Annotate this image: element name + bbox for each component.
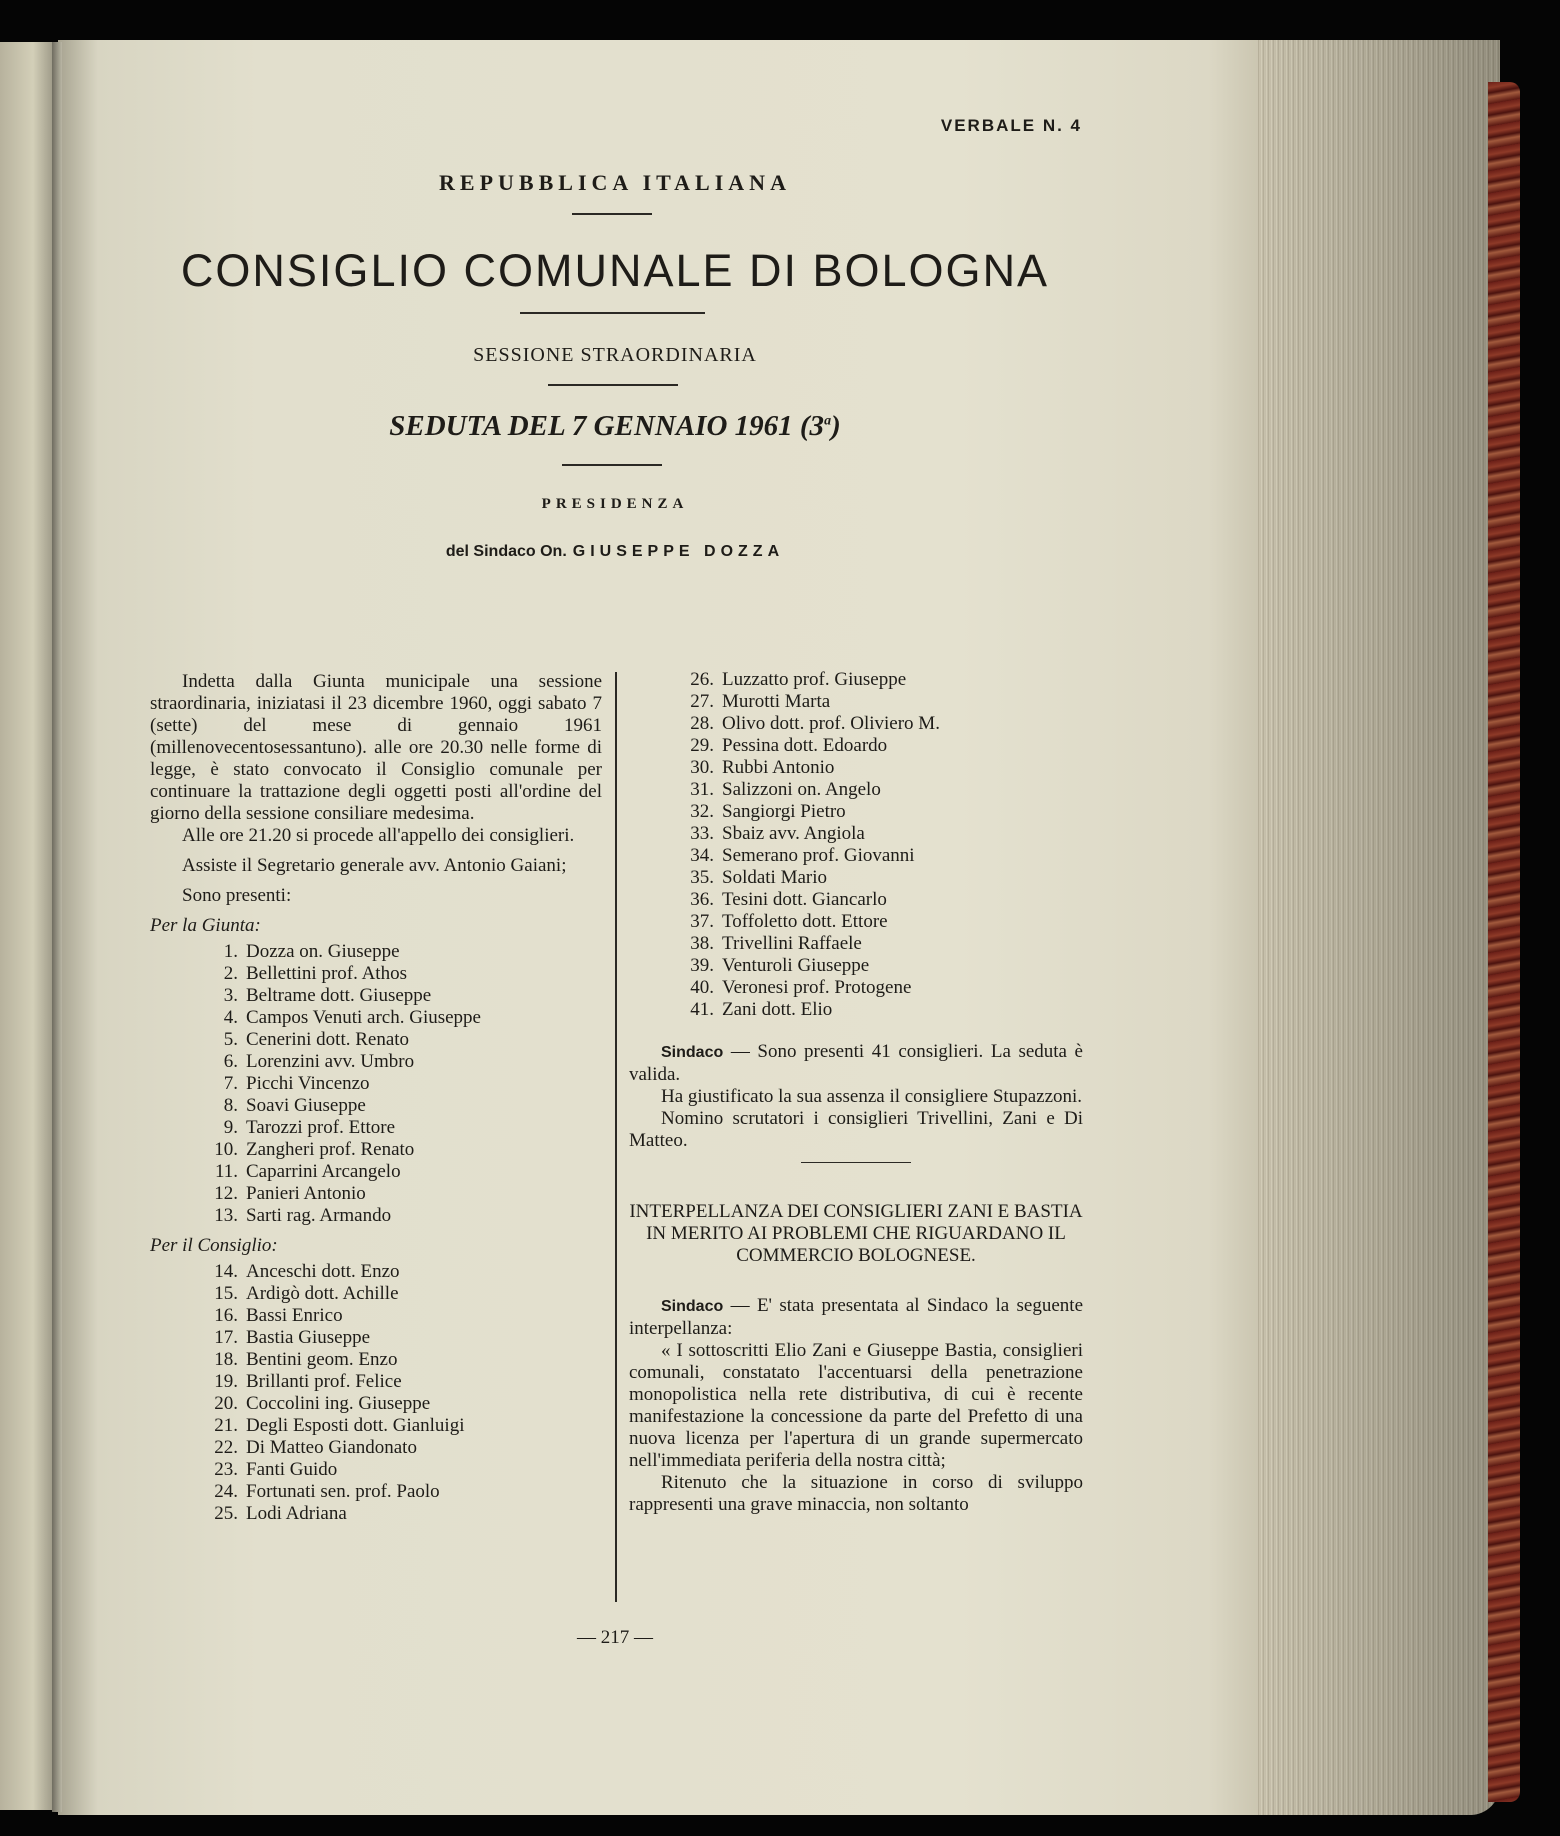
- sindaco-statement: [629, 1041, 1083, 1086]
- assiste-paragraph: Assiste il Segretario generale avv. Antonio Gaiani;: [182, 855, 567, 876]
- list-item-name: Sarti rag. Armando: [246, 1205, 392, 1226]
- list-item: [676, 713, 1083, 735]
- list-item-number: 20.: [214, 1393, 238, 1414]
- list-item-number: 34.: [690, 845, 714, 866]
- list-item: [676, 977, 1083, 999]
- list-item-number: 4.: [223, 1007, 238, 1028]
- left-column: [150, 671, 602, 1525]
- divider-rule: [520, 312, 705, 314]
- list-item: [676, 845, 1083, 867]
- list-item-number: 32.: [690, 801, 714, 822]
- list-item: [676, 779, 1083, 801]
- list-item: [200, 1327, 602, 1349]
- appello-paragraph: Alle ore 21.20 si procede all'appello dei consiglieri.: [182, 825, 575, 846]
- list-item: [200, 941, 602, 963]
- section-rule: [801, 1162, 911, 1163]
- list-item-number: 38.: [690, 933, 714, 954]
- list-item-name: Tarozzi prof. Ettore: [246, 1117, 396, 1138]
- list-item: [200, 1503, 602, 1525]
- consiglio-label: Per il Consiglio:: [150, 1235, 278, 1256]
- list-item-number: 21.: [214, 1415, 238, 1436]
- list-item-number: 28.: [690, 713, 714, 734]
- list-item: [676, 999, 1083, 1021]
- list-item: [676, 757, 1083, 779]
- list-item-name: Beltrame dott. Giuseppe: [246, 985, 432, 1006]
- list-item-number: 37.: [690, 911, 714, 932]
- column-divider: [615, 672, 617, 1602]
- list-item-number: 22.: [214, 1437, 238, 1458]
- list-item: [200, 1139, 602, 1161]
- sindaco-statement-2: [629, 1295, 1083, 1340]
- list-item-number: 39.: [690, 955, 714, 976]
- list-item-number: 16.: [214, 1305, 238, 1326]
- list-item: [200, 1415, 602, 1437]
- list-item: [676, 955, 1083, 977]
- giunta-list: [200, 941, 602, 1227]
- divider-rule: [572, 213, 652, 215]
- divider-rule: [562, 464, 662, 466]
- list-item-number: 10.: [214, 1139, 238, 1160]
- republic-heading: REPUBBLICA ITALIANA: [439, 170, 791, 195]
- list-item-number: 2.: [223, 963, 238, 984]
- list-item-name: Tesini dott. Giancarlo: [722, 889, 887, 910]
- list-item: [676, 801, 1083, 823]
- list-item: [676, 691, 1083, 713]
- list-item-name: Pessina dott. Edoardo: [722, 735, 888, 756]
- list-item-name: Trivellini Raffaele: [722, 933, 862, 954]
- list-item-name: Lorenzini avv. Umbro: [246, 1051, 415, 1072]
- list-item: [676, 911, 1083, 933]
- list-item: [200, 1051, 602, 1073]
- list-item-number: 7.: [223, 1073, 238, 1094]
- intro-paragraph: Indetta dalla Giunta municipale una sessione straordinaria, iniziatasi il 23 dicembre 1960, oggi sabato 7 (sette) del mese di gennaio 1961 (millenovecentosessantuno). alle ore 20.30 nelle forme di legge, è stato convocato il Consiglio comunale per continuare la trattazione degli oggetti posti all'ordine del giorno della sessione consiliare medesima.: [150, 671, 602, 824]
- list-item-name: Lodi Adriana: [246, 1503, 347, 1524]
- list-item-number: 19.: [214, 1371, 238, 1392]
- list-item-name: Brillanti prof. Felice: [246, 1371, 402, 1392]
- list-item: [200, 1283, 602, 1305]
- list-item: [676, 735, 1083, 757]
- list-item: [200, 1437, 602, 1459]
- presidency-line: [150, 543, 1080, 561]
- list-item: [200, 1459, 602, 1481]
- list-item-name: Dozza on. Giuseppe: [246, 941, 400, 962]
- list-item-number: 11.: [214, 1161, 238, 1182]
- giunta-label: Per la Giunta:: [150, 915, 261, 936]
- list-item-number: 18.: [214, 1349, 238, 1370]
- list-item: [200, 1161, 602, 1183]
- right-column: [629, 669, 1083, 1516]
- list-item-name: Soavi Giuseppe: [246, 1095, 366, 1116]
- list-item-name: Sangiorgi Pietro: [722, 801, 846, 822]
- list-item-name: Murotti Marta: [722, 691, 831, 712]
- list-item-name: Veronesi prof. Protogene: [722, 977, 912, 998]
- seduta-close: ): [831, 410, 841, 442]
- list-item-name: Olivo dott. prof. Oliviero M.: [722, 713, 940, 734]
- list-item-number: 25.: [214, 1503, 238, 1524]
- list-item: [200, 985, 602, 1007]
- list-item-number: 6.: [223, 1051, 238, 1072]
- list-item-number: 5.: [223, 1029, 238, 1050]
- page-number: — 217 —: [577, 1627, 653, 1648]
- list-item: [200, 1073, 602, 1095]
- list-item-number: 41.: [690, 999, 714, 1020]
- list-item-number: 8.: [223, 1095, 238, 1116]
- list-item-name: Panieri Antonio: [246, 1183, 366, 1204]
- list-item-name: Soldati Mario: [722, 867, 828, 888]
- list-item: [200, 1371, 602, 1393]
- list-item-name: Bellettini prof. Athos: [246, 963, 407, 984]
- list-item-number: 9.: [223, 1117, 238, 1138]
- list-item-name: Sbaiz avv. Angiola: [722, 823, 865, 844]
- presidency-name: GIUSEPPE DOZZA: [572, 543, 785, 560]
- list-item-number: 33.: [690, 823, 714, 844]
- list-item: [200, 1007, 602, 1029]
- list-item-number: 1.: [223, 941, 238, 962]
- list-item: [200, 1349, 602, 1371]
- list-item-name: Venturoli Giuseppe: [722, 955, 870, 976]
- list-item-number: 13.: [214, 1205, 238, 1226]
- list-item-name: Cenerini dott. Renato: [246, 1029, 410, 1050]
- presenti-paragraph: Sono presenti:: [182, 885, 292, 906]
- list-item-number: 40.: [690, 977, 714, 998]
- list-item-name: Toffoletto dott. Ettore: [722, 911, 888, 932]
- interpellanza-quote: « I sottoscritti Elio Zani e Giuseppe Bastia, consiglieri comunali, constatato l'accentuarsi della penetrazione monopolistica nella rete distributiva, di cui è recente manifestazione la concessione da parte del Prefetto di una nuova licenza per l'apertura di un grande supermercato nell'immediata periferia della nostra città;: [629, 1340, 1083, 1471]
- speaker-label: Sindaco: [661, 1298, 724, 1315]
- list-item-name: Degli Esposti dott. Gianluigi: [246, 1415, 465, 1436]
- list-item-name: Fanti Guido: [246, 1459, 338, 1480]
- divider-rule: [548, 384, 678, 386]
- list-item-number: 26.: [690, 669, 714, 690]
- list-item: [200, 1305, 602, 1327]
- list-item: [200, 1261, 602, 1283]
- sindaco-statement-2-text: — E' stata presentata al Sindaco la seguente interpellanza:: [629, 1295, 1084, 1339]
- list-item: [676, 867, 1083, 889]
- list-item: [676, 933, 1083, 955]
- list-item-name: Bentini geom. Enzo: [246, 1349, 398, 1370]
- list-item: [200, 963, 602, 985]
- list-item-name: Campos Venuti arch. Giuseppe: [246, 1007, 481, 1028]
- list-item-name: Rubbi Antonio: [722, 757, 835, 778]
- marbled-cover: [1488, 82, 1520, 1802]
- list-item-name: Salizzoni on. Angelo: [722, 779, 881, 800]
- list-item-number: 31.: [690, 779, 714, 800]
- presidenza-heading: PRESIDENZA: [541, 496, 689, 512]
- list-item-name: Coccolini ing. Giuseppe: [246, 1393, 431, 1414]
- seduta-heading: [150, 410, 1080, 443]
- consiglio-list-left: [200, 1261, 602, 1525]
- list-item-number: 36.: [690, 889, 714, 910]
- list-item-name: Bassi Enrico: [246, 1305, 343, 1326]
- list-item: [200, 1117, 602, 1139]
- list-item-number: 12.: [214, 1183, 238, 1204]
- speaker-label: Sindaco: [661, 1044, 724, 1061]
- sindaco-statement-text: — Sono presenti 41 consiglieri. La seduta è valida.: [629, 1041, 1083, 1085]
- page-edges-shade: [1255, 40, 1500, 1815]
- list-item: [200, 1029, 602, 1051]
- list-item-number: 3.: [223, 985, 238, 1006]
- list-item: [676, 669, 1083, 691]
- list-item-number: 15.: [214, 1283, 238, 1304]
- presidency-prefix: del Sindaco On.: [445, 543, 567, 560]
- seduta-text: SEDUTA DEL 7 GENNAIO 1961 (3: [389, 410, 825, 442]
- list-item-name: Anceschi dott. Enzo: [246, 1261, 400, 1282]
- list-item: [200, 1205, 602, 1227]
- list-item: [200, 1481, 602, 1503]
- list-item: [200, 1393, 602, 1415]
- list-item-number: 30.: [690, 757, 714, 778]
- giustificato-paragraph: Ha giustificato la sua assenza il consigliere Stupazzoni.: [661, 1086, 1083, 1107]
- list-item-number: 29.: [690, 735, 714, 756]
- ritenuto-paragraph: Ritenuto che la situazione in corso di sviluppo rappresenti una grave minaccia, non soltanto: [629, 1472, 1083, 1515]
- list-item-name: Luzzatto prof. Giuseppe: [722, 669, 907, 690]
- scrutatori-paragraph: Nomino scrutatori i consiglieri Trivellini, Zani e Di Matteo.: [629, 1108, 1083, 1151]
- list-item-name: Bastia Giuseppe: [246, 1327, 371, 1348]
- verbale-number: VERBALE N. 4: [940, 116, 1082, 135]
- left-page-edge: [0, 42, 60, 1810]
- list-item-name: Ardigò dott. Achille: [246, 1283, 399, 1304]
- list-item-name: Caparrini Arcangelo: [246, 1161, 401, 1182]
- list-item-number: 35.: [690, 867, 714, 888]
- list-item-name: Zani dott. Elio: [722, 999, 833, 1020]
- seduta-ordinal: a: [824, 413, 832, 429]
- list-item: [200, 1095, 602, 1117]
- list-item-number: 24.: [214, 1481, 238, 1502]
- list-item: [200, 1183, 602, 1205]
- page-title: CONSIGLIO COMUNALE DI BOLOGNA: [180, 245, 1050, 296]
- list-item-name: Semerano prof. Giovanni: [722, 845, 915, 866]
- interpellanza-title: INTERPELLANZA DEI CONSIGLIERI ZANI E BASTIA IN MERITO AI PROBLEMI CHE RIGUARDANO IL COMMERCIO BOLOGNESE.: [629, 1201, 1083, 1266]
- list-item-name: Picchi Vincenzo: [246, 1073, 370, 1094]
- list-item-number: 23.: [214, 1459, 238, 1480]
- list-item: [676, 823, 1083, 845]
- consiglio-list-right: [676, 669, 1083, 1021]
- list-item-name: Zangheri prof. Renato: [246, 1139, 415, 1160]
- list-item-name: Fortunati sen. prof. Paolo: [246, 1481, 440, 1502]
- list-item-name: Di Matteo Giandonato: [246, 1437, 417, 1458]
- list-item-number: 14.: [214, 1261, 238, 1282]
- list-item-number: 17.: [214, 1327, 238, 1348]
- book-gutter: [52, 42, 62, 1812]
- list-item: [676, 889, 1083, 911]
- session-heading: SESSIONE STRAORDINARIA: [473, 344, 757, 366]
- list-item-number: 27.: [690, 691, 714, 712]
